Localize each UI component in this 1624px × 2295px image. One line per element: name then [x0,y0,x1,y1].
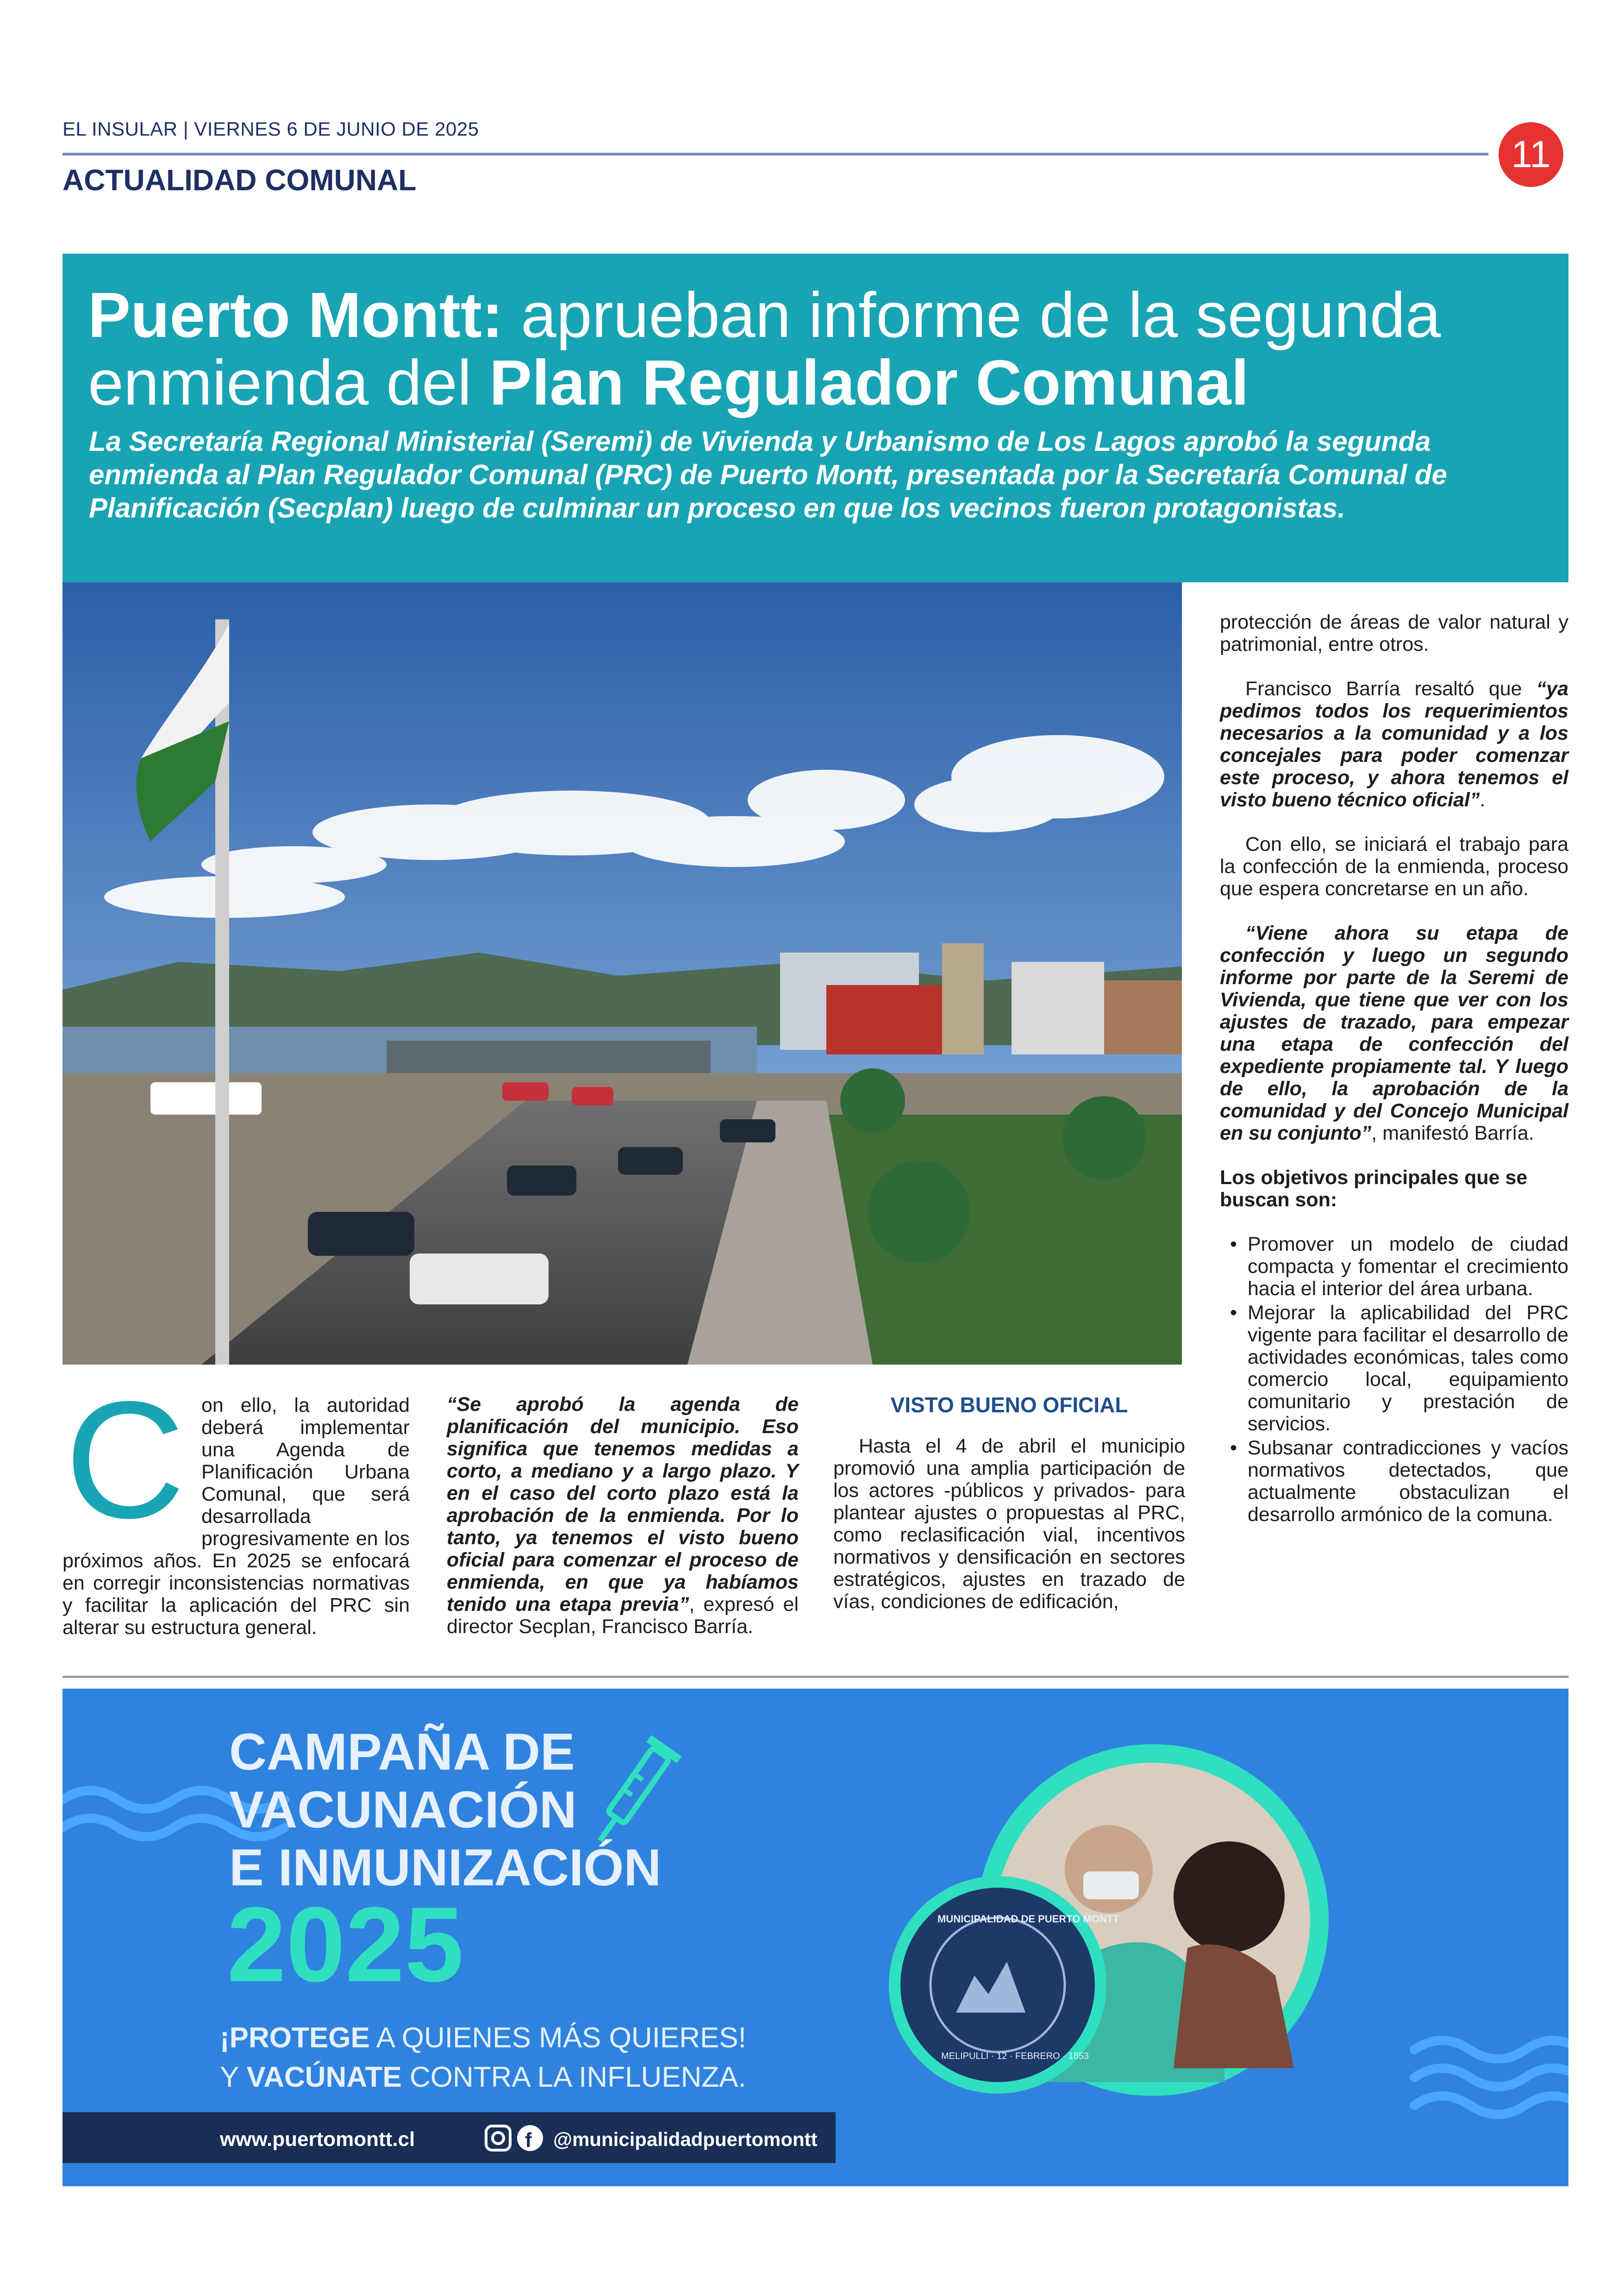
column-4 [1220,611,1568,1528]
tagline-2-bold: VACÚNATE [246,2061,402,2093]
column-3 [833,1435,1185,1613]
ad-tagline-1 [220,2022,746,2054]
ad-title-2: VACUNACIÓN [229,1781,577,1839]
page-number: 11 [1499,122,1563,187]
drop-cap-letter: C [65,1393,185,1532]
objectives-title: Los objetivos principales que se buscan son: [1220,1166,1528,1211]
seal-bottom-text: MELIPULLI · 12 · FEBRERO · 1853 [941,2051,1089,2061]
ad-social-handle: @municipalidadpuertomontt [553,2128,818,2150]
headline-middle: aprueban informe de la segunda enmienda del [88,280,1441,418]
photo-illustration [62,582,1182,1365]
ad-title-1: CAMPAÑA DE [229,1723,575,1781]
objectives-list [1220,1233,1568,1526]
column-3-text: Hasta el 4 de abril el municipio promovió una amplia participación de los actores -públicos y privados- para plantear ajustes o propuestas al PRC, como reclasificación vial, incentivos normativos y densificación en sectores estratégicos, ajustes en trazado de vías, condiciones de edificación, [833,1435,1185,1613]
tagline-1-rest: A QUIENES MÁS QUIERES! [369,2022,746,2054]
column-2 [447,1393,799,1638]
article-headline [88,281,1546,417]
p2-end: . [1480,789,1486,811]
p2-lead: Francisco Barría resaltó que [1245,678,1537,700]
svg-text:f: f [525,2129,532,2152]
ad-tagline-2 [220,2061,746,2093]
drop-cap-space [62,1394,201,1533]
vaccination-ad [62,1689,1568,2186]
director-quote: “Se aprobó la agenda de planificación del municipio. Eso significa que tenemos medidas a corto, a mediano y a largo plazo. Y en el caso del corto plazo está la aprobación de la enmienda. Por lo tanto, ya tenemos el visto bueno oficial para comenzar el proceso de enmienda, en que ya habíamos tenido una etapa previa” [447,1393,799,1615]
tagline-2-start: Y [220,2061,247,2093]
p4-end: , manifestó Barría. [1371,1122,1534,1144]
director-attribution: , expresó el director Secplan, Francisco Barría. [447,1593,799,1638]
objective-item: • Mejorar la aplicabilidad del PRC vigente para facilitar el desarrollo de actividades económicas, tales como comercio local, equipamiento comunitario y prestación de servicios. [1220,1302,1568,1435]
column-4-p2 [1220,678,1568,811]
column-4-p3: Con ello, se iniciará el trabajo para la confección de la enmienda, proceso que espera concretarse en un año. [1220,833,1568,900]
seal-top-text: MUNICIPALIDAD DE PUERTO MONTT [937,1913,1119,1925]
barria-quote-1: “ya pedimos todos los requerimientos necesarios a la comunidad y a los concejales para poder comenzar este proceso, y ahora tenemos el visto bueno técnico oficial” [1220,678,1568,811]
column-1-text: on ello, la autoridad deberá implementar una Agenda de Planificación Urbana Comunal, que será desarrollada progresivamente en los próximos años. En 2025 se enfocará en corregir inconsistencias normativas y facilitar la aplicación del PRC sin alterar su estructura general. [62,1394,410,1639]
article-lead: La Secretaría Regional Ministerial (Seremi) de Vivienda y Urbanismo de Los Lagos aprobó la segunda enmienda al Plan Regulador Comunal (PRC) de Puerto Montt, presentada por la Secretaría Comunal de Planificación (Secplan) luego de culminar un proceso en que los vecinos fueron protagonistas. [89,426,1447,524]
waterfront-photo [62,582,1182,1365]
tagline-2-rest: CONTRA LA INFLUENZA. [401,2061,746,2093]
ad-artwork [62,1689,1568,2186]
barria-quote-2: “Viene ahora su etapa de confección y luego un segundo informe por parte de la Seremi de Vivienda, que tiene que ver con los ajustes de trazado, para empezar una etapa de confección del expediente propiamente tal. Y luego de ello, la aprobación de la comunidad y del Concejo Municipal en su conjunto” [1220,922,1568,1144]
section-title: ACTUALIDAD COMUNAL [62,163,417,197]
header-rule [62,153,1488,156]
column-2-paragraph [447,1393,799,1638]
masthead: EL INSULAR | VIERNES 6 DE JUNIO DE 2025 [62,118,479,140]
headline-subject: Plan Regulador Comunal [489,347,1249,418]
ad-separator [62,1676,1568,1678]
column-1 [62,1394,410,1639]
column-4-p4 [1220,922,1568,1144]
ad-website: www.puertomontt.cl [220,2128,415,2151]
headline-place: Puerto Montt: [88,280,503,351]
column-4-p1: protección de áreas de valor natural y patrimonial, entre otros. [1220,611,1568,655]
tagline-1-bold: ¡PROTEGE [220,2022,370,2054]
ad-title-3: E INMUNIZACIÓN [229,1839,662,1896]
subhead-visto-bueno: VISTO BUENO OFICIAL [890,1393,1128,1417]
ad-year: 2025 [227,1885,464,2004]
objective-item: • Subsanar contradicciones y vacíos normativos detectados, que actualmente obstaculizan el desarrollo armónico de la comuna. [1220,1437,1568,1526]
objective-item: • Promover un modelo de ciudad compacta y fomentar el crecimiento hacia el interior del área urbana. [1220,1233,1568,1300]
syringe-icon [585,1735,681,1852]
wave-decoration-right [1414,2040,1568,2114]
